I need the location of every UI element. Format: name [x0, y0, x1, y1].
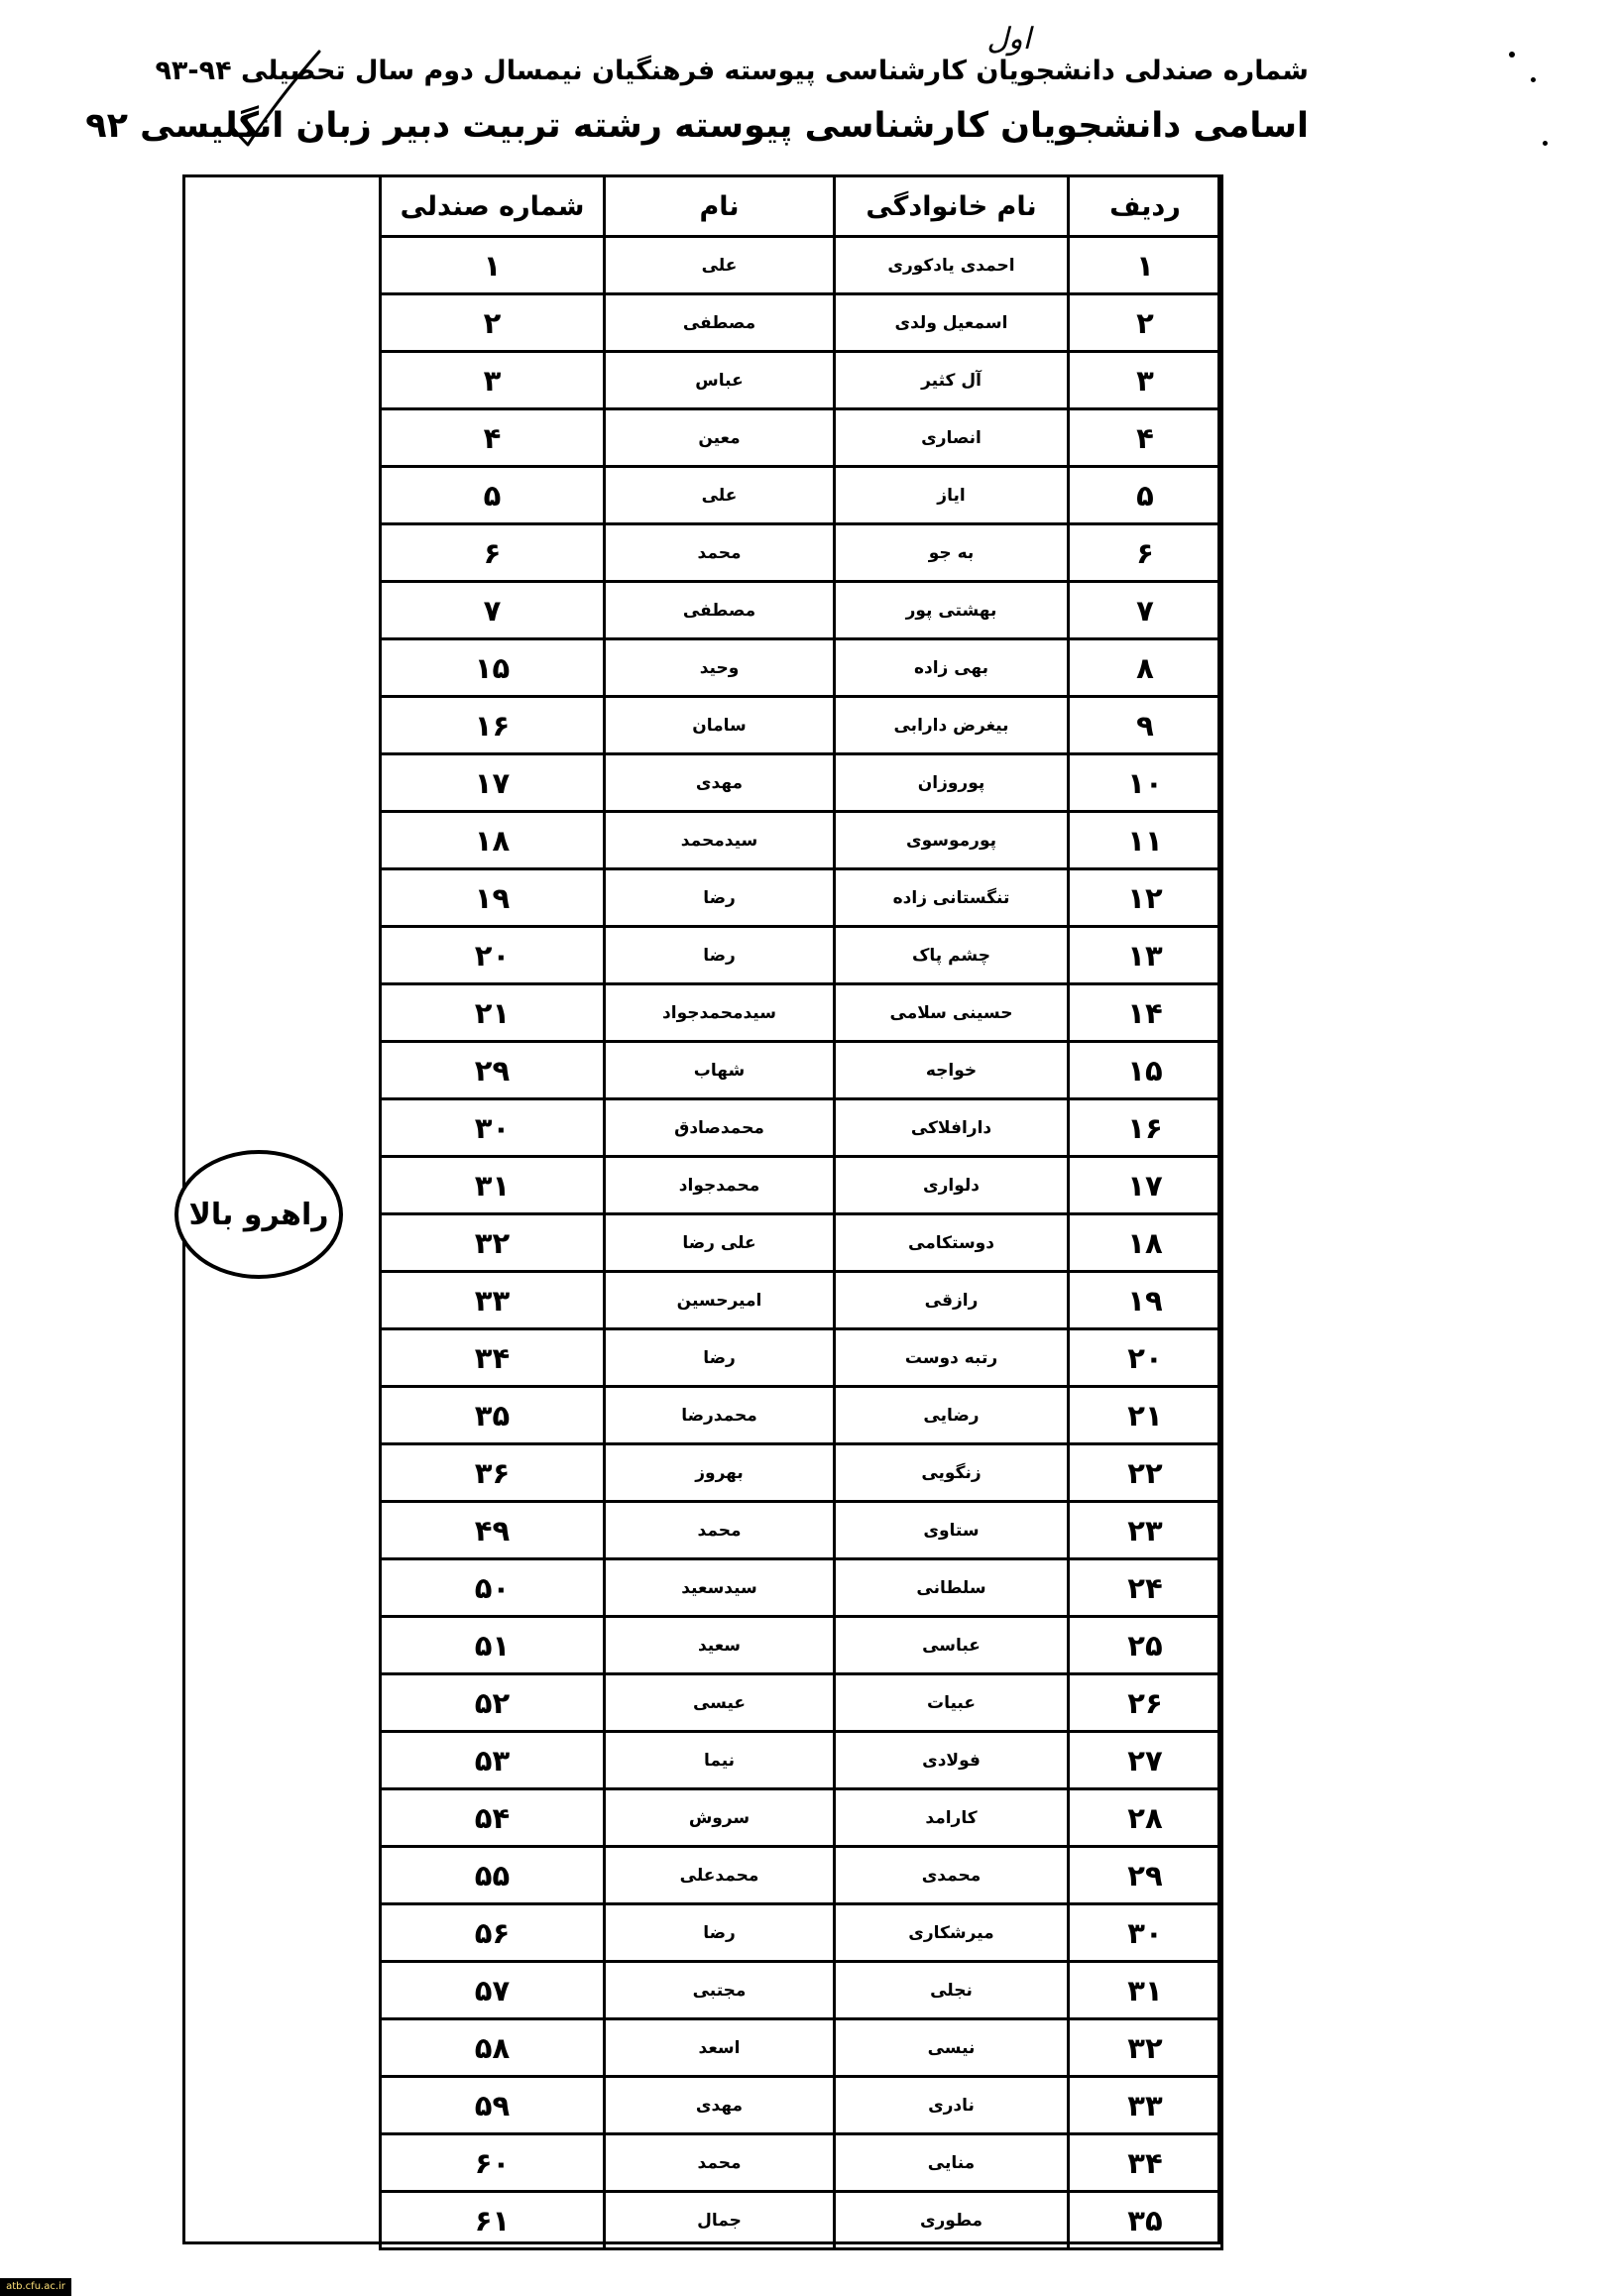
cell-first-name: سیدسعید [605, 1559, 835, 1617]
cell-last-name: زنگویی [835, 1444, 1069, 1502]
document-header [85, 22, 1309, 151]
cell-first-name: علی [605, 467, 835, 524]
table-row [381, 1732, 1222, 1789]
cell-last-name: ستاوی [835, 1502, 1069, 1559]
cell-seat-number: ۱۵ [381, 639, 605, 697]
table-row [381, 1157, 1222, 1214]
cell-first-name: مصطفی [605, 582, 835, 639]
cell-row-number: ۱۰ [1069, 754, 1222, 812]
cell-first-name: نیما [605, 1732, 835, 1789]
cell-first-name: سروش [605, 1789, 835, 1847]
table-row [381, 1387, 1222, 1444]
column-header-first-name: نام [605, 176, 835, 237]
cell-seat-number: ۵۷ [381, 1962, 605, 2019]
table-row [381, 697, 1222, 754]
cell-row-number: ۳ [1069, 352, 1222, 409]
scan-speck [1531, 77, 1536, 82]
table-row [381, 1617, 1222, 1674]
cell-last-name: خواجه [835, 1042, 1069, 1099]
cell-last-name: کارامد [835, 1789, 1069, 1847]
table-row [381, 467, 1222, 524]
table-row [381, 352, 1222, 409]
cell-last-name: پوروزان [835, 754, 1069, 812]
cell-seat-number: ۳۴ [381, 1329, 605, 1387]
cell-last-name: رضایی [835, 1387, 1069, 1444]
cell-seat-number: ۳ [381, 352, 605, 409]
cell-last-name: سلطانی [835, 1559, 1069, 1617]
table-row [381, 409, 1222, 467]
cell-first-name: رضا [605, 869, 835, 927]
cell-first-name: مهدی [605, 2077, 835, 2134]
cell-seat-number: ۵۳ [381, 1732, 605, 1789]
table-row [381, 812, 1222, 869]
cell-row-number: ۲۵ [1069, 1617, 1222, 1674]
cell-row-number: ۲ [1069, 294, 1222, 352]
column-header-row-number: ردیف [1069, 176, 1222, 237]
cell-last-name: به جو [835, 524, 1069, 582]
cell-first-name: محمدصادق [605, 1099, 835, 1157]
cell-last-name: آل کثیر [835, 352, 1069, 409]
column-header-seat-number: شماره صندلی [381, 176, 605, 237]
cell-last-name: رازقی [835, 1272, 1069, 1329]
cell-first-name: رضا [605, 1329, 835, 1387]
cell-row-number: ۸ [1069, 639, 1222, 697]
table-row [381, 1272, 1222, 1329]
cell-row-number: ۱۹ [1069, 1272, 1222, 1329]
cell-seat-number: ۴۹ [381, 1502, 605, 1559]
title-line-1-text: شماره صندلی دانشجویان کارشناسی پیوسته فرهنگیان نیمسال دوم سال تحصیلی ۹۴-۹۳ [155, 56, 1309, 86]
cell-row-number: ۲۰ [1069, 1329, 1222, 1387]
table-row [381, 1042, 1222, 1099]
document-title-primary [155, 22, 1309, 91]
cell-last-name: نیسی [835, 2019, 1069, 2077]
table-body [381, 237, 1222, 2249]
cell-row-number: ۹ [1069, 697, 1222, 754]
cell-seat-number: ۲۰ [381, 927, 605, 984]
table-row [381, 1962, 1222, 2019]
cell-last-name: احمدی یادکوری [835, 237, 1069, 294]
cell-row-number: ۲۸ [1069, 1789, 1222, 1847]
cell-last-name: رتبه دوست [835, 1329, 1069, 1387]
document-title-secondary: اسامی دانشجویان کارشناسی پیوسته رشته تربیت دبیر زبان انگلیسی ۹۲ [85, 106, 1309, 146]
cell-first-name: اسعد [605, 2019, 835, 2077]
table-row [381, 927, 1222, 984]
cell-seat-number: ۵۲ [381, 1674, 605, 1732]
table-row [381, 2192, 1222, 2249]
cell-seat-number: ۳۵ [381, 1387, 605, 1444]
table-row [381, 1674, 1222, 1732]
cell-seat-number: ۷ [381, 582, 605, 639]
cell-seat-number: ۳۰ [381, 1099, 605, 1157]
cell-first-name: مجتبی [605, 1962, 835, 2019]
cell-first-name: معین [605, 409, 835, 467]
cell-seat-number: ۳۶ [381, 1444, 605, 1502]
cell-first-name: مهدی [605, 754, 835, 812]
table-row [381, 294, 1222, 352]
cell-first-name: محمد [605, 2134, 835, 2192]
cell-first-name: عیسی [605, 1674, 835, 1732]
cell-row-number: ۲۴ [1069, 1559, 1222, 1617]
cell-first-name: جمال [605, 2192, 835, 2249]
table-row [381, 2019, 1222, 2077]
cell-last-name: نادری [835, 2077, 1069, 2134]
cell-first-name: امیرحسین [605, 1272, 835, 1329]
cell-first-name: سعید [605, 1617, 835, 1674]
aisle-label: راهرو بالا [174, 1150, 343, 1279]
cell-row-number: ۲۷ [1069, 1732, 1222, 1789]
cell-row-number: ۲۳ [1069, 1502, 1222, 1559]
cell-first-name: رضا [605, 1904, 835, 1962]
table-row [381, 1444, 1222, 1502]
scan-speck [1509, 52, 1515, 57]
cell-first-name: بهروز [605, 1444, 835, 1502]
table-row [381, 1502, 1222, 1559]
cell-row-number: ۲۹ [1069, 1847, 1222, 1904]
cell-row-number: ۱۴ [1069, 984, 1222, 1042]
cell-row-number: ۱۶ [1069, 1099, 1222, 1157]
cell-seat-number: ۱۸ [381, 812, 605, 869]
handwritten-annotation: اول [986, 22, 1031, 57]
cell-first-name: محمدعلی [605, 1847, 835, 1904]
cell-seat-number: ۳۳ [381, 1272, 605, 1329]
cell-row-number: ۲۱ [1069, 1387, 1222, 1444]
cell-seat-number: ۶۰ [381, 2134, 605, 2192]
cell-first-name: علی رضا [605, 1214, 835, 1272]
cell-last-name: ایاز [835, 467, 1069, 524]
table-row [381, 1789, 1222, 1847]
cell-row-number: ۴ [1069, 409, 1222, 467]
cell-last-name: فولادی [835, 1732, 1069, 1789]
cell-last-name: دوستکامی [835, 1214, 1069, 1272]
table-row [381, 1329, 1222, 1387]
table-row [381, 1214, 1222, 1272]
cell-row-number: ۳۰ [1069, 1904, 1222, 1962]
seating-table [379, 174, 1223, 2250]
cell-last-name: منایی [835, 2134, 1069, 2192]
cell-row-number: ۱۳ [1069, 927, 1222, 984]
cell-first-name: سیدمحمدجواد [605, 984, 835, 1042]
table-row [381, 1099, 1222, 1157]
cell-seat-number: ۵ [381, 467, 605, 524]
page-edge [0, 0, 3, 2296]
cell-seat-number: ۱ [381, 237, 605, 294]
table-header-row [381, 176, 1222, 237]
cell-seat-number: ۳۱ [381, 1157, 605, 1214]
cell-first-name: عباس [605, 352, 835, 409]
cell-last-name: حسینی سلامی [835, 984, 1069, 1042]
cell-first-name: محمدرضا [605, 1387, 835, 1444]
cell-last-name: چشم پاک [835, 927, 1069, 984]
website-tag: atb.cfu.ac.ir [0, 2278, 71, 2296]
cell-row-number: ۱۱ [1069, 812, 1222, 869]
cell-last-name: اسمعیل ولدی [835, 294, 1069, 352]
cell-seat-number: ۳۲ [381, 1214, 605, 1272]
cell-row-number: ۳۲ [1069, 2019, 1222, 2077]
cell-first-name: علی [605, 237, 835, 294]
cell-last-name: محمدی [835, 1847, 1069, 1904]
cell-seat-number: ۶۱ [381, 2192, 605, 2249]
cell-row-number: ۱ [1069, 237, 1222, 294]
table-row [381, 524, 1222, 582]
cell-first-name: وحید [605, 639, 835, 697]
cell-last-name: دارافلاکی [835, 1099, 1069, 1157]
cell-seat-number: ۲ [381, 294, 605, 352]
cell-row-number: ۵ [1069, 467, 1222, 524]
cell-first-name: سیدمحمد [605, 812, 835, 869]
cell-row-number: ۱۵ [1069, 1042, 1222, 1099]
table-row [381, 2134, 1222, 2192]
cell-last-name: عباسی [835, 1617, 1069, 1674]
cell-row-number: ۳۱ [1069, 1962, 1222, 2019]
cell-first-name: رضا [605, 927, 835, 984]
cell-last-name: مطوری [835, 2192, 1069, 2249]
cell-row-number: ۳۳ [1069, 2077, 1222, 2134]
cell-seat-number: ۵۱ [381, 1617, 605, 1674]
table-row [381, 2077, 1222, 2134]
cell-last-name: تنگستانی زاده [835, 869, 1069, 927]
table-row [381, 1559, 1222, 1617]
cell-row-number: ۱۷ [1069, 1157, 1222, 1214]
cell-seat-number: ۵۵ [381, 1847, 605, 1904]
table-row [381, 237, 1222, 294]
cell-last-name: بهشتی پور [835, 582, 1069, 639]
table-row [381, 1847, 1222, 1904]
cell-row-number: ۱۲ [1069, 869, 1222, 927]
cell-row-number: ۳۴ [1069, 2134, 1222, 2192]
column-header-last-name: نام خانوادگی [835, 176, 1069, 237]
table-row [381, 984, 1222, 1042]
cell-seat-number: ۱۷ [381, 754, 605, 812]
cell-seat-number: ۲۹ [381, 1042, 605, 1099]
cell-first-name: محمد [605, 1502, 835, 1559]
cell-seat-number: ۱۶ [381, 697, 605, 754]
cell-first-name: محمدجواد [605, 1157, 835, 1214]
cell-first-name: مصطفی [605, 294, 835, 352]
cell-seat-number: ۵۴ [381, 1789, 605, 1847]
cell-row-number: ۶ [1069, 524, 1222, 582]
cell-last-name: میرشکاری [835, 1904, 1069, 1962]
scan-speck [1543, 141, 1548, 146]
cell-row-number: ۱۸ [1069, 1214, 1222, 1272]
cell-first-name: محمد [605, 524, 835, 582]
cell-seat-number: ۱۹ [381, 869, 605, 927]
cell-last-name: دلواری [835, 1157, 1069, 1214]
table-row [381, 639, 1222, 697]
cell-first-name: سامان [605, 697, 835, 754]
cell-seat-number: ۴ [381, 409, 605, 467]
cell-row-number: ۳۵ [1069, 2192, 1222, 2249]
cell-seat-number: ۵۸ [381, 2019, 605, 2077]
table-row [381, 1904, 1222, 1962]
cell-last-name: عبیات [835, 1674, 1069, 1732]
table-row [381, 869, 1222, 927]
cell-seat-number: ۶ [381, 524, 605, 582]
cell-last-name: انصاری [835, 409, 1069, 467]
cell-last-name: بیغرض دارابی [835, 697, 1069, 754]
cell-seat-number: ۵۹ [381, 2077, 605, 2134]
cell-first-name: شهاب [605, 1042, 835, 1099]
cell-row-number: ۷ [1069, 582, 1222, 639]
cell-seat-number: ۵۶ [381, 1904, 605, 1962]
cell-last-name: پورموسوی [835, 812, 1069, 869]
table-row [381, 582, 1222, 639]
cell-last-name: نجلی [835, 1962, 1069, 2019]
cell-seat-number: ۵۰ [381, 1559, 605, 1617]
cell-seat-number: ۲۱ [381, 984, 605, 1042]
table-row [381, 754, 1222, 812]
cell-row-number: ۲۲ [1069, 1444, 1222, 1502]
cell-row-number: ۲۶ [1069, 1674, 1222, 1732]
cell-last-name: بهی زاده [835, 639, 1069, 697]
